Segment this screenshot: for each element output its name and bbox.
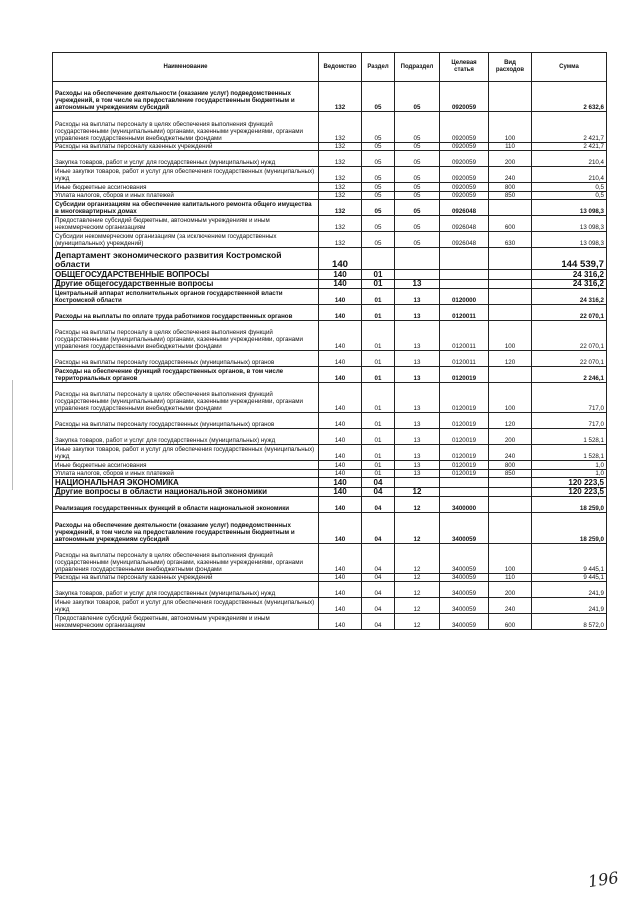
cell-name: Предоставление субсидий бюджетным, автономным учреждениям и иным некоммерческим организациям [53, 216, 319, 232]
cell-name: Центральный аппарат исполнительных органов государственной власти Костромской области [53, 289, 319, 305]
cell-podrazdel: 05 [395, 232, 440, 248]
cell-vid: 600 [489, 216, 532, 232]
cell-statya: 0920059 [440, 82, 489, 112]
table-row [53, 270, 607, 280]
cell-podrazdel: 13 [395, 460, 440, 469]
cell-name: Расходы на выплаты персоналу в целях обеспечения выполнения функций государственными (муниципальными) органами, казенными учреждениями, органами управления государственными внебюджетными фондами [53, 320, 319, 350]
cell-razdel: 01 [362, 469, 395, 478]
cell-vedomstvo: 132 [319, 151, 362, 167]
cell-vid: 100 [489, 112, 532, 142]
table-row [53, 151, 607, 167]
cell-vedomstvo: 140 [319, 320, 362, 350]
cell-vedomstvo: 140 [319, 270, 362, 280]
cell-vedomstvo: 132 [319, 200, 362, 216]
cell-summa: 144 539,7 [532, 248, 607, 270]
cell-name: Субсидии организациям на обеспечение капитального ремонта общего имущества в многоквартирных домах [53, 200, 319, 216]
cell-statya: 0926048 [440, 216, 489, 232]
cell-razdel: 01 [362, 320, 395, 350]
cell-podrazdel: 12 [395, 573, 440, 582]
cell-statya: 3400059 [440, 598, 489, 614]
cell-podrazdel: 12 [395, 513, 440, 543]
cell-razdel: 01 [362, 367, 395, 383]
cell-vedomstvo: 140 [319, 382, 362, 412]
cell-name: Расходы на обеспечение деятельности (оказание услуг) подведомственных учреждений, в том числе на предоставление государственным бюджетным и автономным учреждениям субсидий [53, 82, 319, 112]
cell-razdel: 05 [362, 216, 395, 232]
cell-statya: 3400059 [440, 543, 489, 573]
cell-razdel: 05 [362, 232, 395, 248]
cell-podrazdel [395, 248, 440, 270]
cell-razdel: 01 [362, 289, 395, 305]
table-row [53, 460, 607, 469]
cell-podrazdel: 13 [395, 305, 440, 321]
cell-name: Расходы на выплаты персоналу казенных учреждений [53, 142, 319, 151]
cell-statya: 0120000 [440, 289, 489, 305]
cell-vid: 200 [489, 429, 532, 445]
cell-summa: 120 223,5 [532, 478, 607, 488]
cell-razdel: 04 [362, 478, 395, 488]
cell-podrazdel: 13 [395, 279, 440, 289]
cell-vid [489, 289, 532, 305]
table-row [53, 445, 607, 461]
cell-vedomstvo: 132 [319, 232, 362, 248]
cell-podrazdel: 13 [395, 429, 440, 445]
cell-summa: 2 246,1 [532, 367, 607, 383]
cell-podrazdel: 13 [395, 367, 440, 383]
table-row [53, 200, 607, 216]
cell-name: Расходы на выплаты персоналу в целях обеспечения выполнения функций государственными (муниципальными) органами, казенными учреждениями, органами управления государственными внебюджетными фондами [53, 543, 319, 573]
cell-vedomstvo: 140 [319, 279, 362, 289]
cell-razdel: 04 [362, 497, 395, 513]
cell-statya: 0120019 [440, 445, 489, 461]
cell-podrazdel [395, 478, 440, 488]
header-vid: Вид расходов [489, 53, 532, 82]
cell-statya [440, 487, 489, 497]
cell-name: Закупка товаров, работ и услуг для государственных (муниципальных) нужд [53, 582, 319, 598]
cell-name: Иные бюджетные ассигнования [53, 183, 319, 192]
table-row [53, 598, 607, 614]
cell-podrazdel: 05 [395, 183, 440, 192]
cell-vedomstvo: 132 [319, 183, 362, 192]
cell-razdel: 01 [362, 413, 395, 429]
cell-summa: 9 445,1 [532, 543, 607, 573]
cell-vedomstvo: 132 [319, 191, 362, 200]
cell-razdel: 05 [362, 151, 395, 167]
cell-name: Департамент экономического развития Костромской области [53, 248, 319, 270]
cell-razdel: 01 [362, 460, 395, 469]
cell-vid: 800 [489, 183, 532, 192]
cell-statya: 3400000 [440, 497, 489, 513]
cell-vedomstvo: 132 [319, 216, 362, 232]
cell-vedomstvo: 132 [319, 167, 362, 183]
handwritten-page-number: 196 [586, 867, 620, 892]
cell-summa: 1 528,1 [532, 429, 607, 445]
cell-razdel: 05 [362, 200, 395, 216]
cell-statya: 3400059 [440, 582, 489, 598]
cell-statya: 0120019 [440, 367, 489, 383]
cell-vedomstvo: 140 [319, 289, 362, 305]
table-row [53, 305, 607, 321]
cell-name: НАЦИОНАЛЬНАЯ ЭКОНОМИКА [53, 478, 319, 488]
cell-name: Расходы на выплаты персоналу государственных (муниципальных) органов [53, 351, 319, 367]
cell-razdel: 05 [362, 82, 395, 112]
table-row [53, 382, 607, 412]
cell-podrazdel: 05 [395, 151, 440, 167]
cell-summa: 2 632,6 [532, 82, 607, 112]
cell-vid [489, 248, 532, 270]
table-row [53, 487, 607, 497]
table-row [53, 112, 607, 142]
cell-summa: 13 098,3 [532, 232, 607, 248]
cell-vid [489, 367, 532, 383]
cell-vedomstvo: 140 [319, 469, 362, 478]
cell-podrazdel [395, 270, 440, 280]
cell-razdel: 01 [362, 279, 395, 289]
cell-statya: 0120011 [440, 305, 489, 321]
cell-statya: 0120011 [440, 320, 489, 350]
cell-statya: 0926048 [440, 232, 489, 248]
cell-vid: 120 [489, 351, 532, 367]
table-row [53, 216, 607, 232]
cell-name: Расходы на выплаты персоналу казенных учреждений [53, 573, 319, 582]
cell-vedomstvo: 140 [319, 248, 362, 270]
cell-name: Иные закупки товаров, работ и услуг для обеспечения государственных (муниципальных) нужд [53, 598, 319, 614]
cell-summa: 22 070,1 [532, 320, 607, 350]
cell-razdel: 05 [362, 183, 395, 192]
cell-statya [440, 248, 489, 270]
cell-summa: 210,4 [532, 151, 607, 167]
cell-podrazdel: 13 [395, 413, 440, 429]
cell-name: Иные закупки товаров, работ и услуг для обеспечения государственных (муниципальных) нужд [53, 445, 319, 461]
cell-name: Другие общегосударственные вопросы [53, 279, 319, 289]
cell-vedomstvo: 132 [319, 142, 362, 151]
cell-name: Закупка товаров, работ и услуг для государственных (муниципальных) нужд [53, 429, 319, 445]
cell-statya: 3400059 [440, 614, 489, 630]
table-row [53, 82, 607, 112]
table-row [53, 478, 607, 488]
cell-razdel: 04 [362, 487, 395, 497]
cell-summa: 120 223,5 [532, 487, 607, 497]
cell-statya: 0920059 [440, 142, 489, 151]
cell-podrazdel: 13 [395, 382, 440, 412]
cell-razdel: 01 [362, 382, 395, 412]
cell-vid: 600 [489, 614, 532, 630]
cell-statya: 0920059 [440, 112, 489, 142]
cell-name: Расходы на выплаты персоналу государственных (муниципальных) органов [53, 413, 319, 429]
cell-statya [440, 478, 489, 488]
cell-vedomstvo: 140 [319, 445, 362, 461]
cell-summa: 241,9 [532, 582, 607, 598]
cell-vid: 850 [489, 191, 532, 200]
cell-statya: 0120019 [440, 413, 489, 429]
table-row [53, 614, 607, 630]
cell-vedomstvo: 140 [319, 487, 362, 497]
cell-podrazdel: 12 [395, 487, 440, 497]
cell-podrazdel: 13 [395, 289, 440, 305]
table-row [53, 191, 607, 200]
cell-name: Другие вопросы в области национальной экономики [53, 487, 319, 497]
table-row [53, 351, 607, 367]
table-row [53, 413, 607, 429]
table-row [53, 582, 607, 598]
cell-vid: 110 [489, 573, 532, 582]
cell-name: Уплата налогов, сборов и иных платежей [53, 469, 319, 478]
cell-summa: 18 259,0 [532, 497, 607, 513]
cell-vid: 240 [489, 598, 532, 614]
table-row [53, 248, 607, 270]
cell-summa: 24 316,2 [532, 270, 607, 280]
cell-razdel: 01 [362, 270, 395, 280]
cell-vid: 850 [489, 469, 532, 478]
cell-vedomstvo: 140 [319, 478, 362, 488]
cell-summa: 2 421,7 [532, 142, 607, 151]
cell-razdel [362, 248, 395, 270]
cell-vedomstvo: 140 [319, 367, 362, 383]
cell-vid: 800 [489, 460, 532, 469]
cell-vid [489, 279, 532, 289]
cell-summa: 717,0 [532, 382, 607, 412]
cell-statya: 0920059 [440, 183, 489, 192]
cell-vid [489, 270, 532, 280]
cell-vid [489, 513, 532, 543]
cell-vid: 200 [489, 582, 532, 598]
cell-statya: 3400059 [440, 573, 489, 582]
cell-vedomstvo: 140 [319, 460, 362, 469]
budget-table [52, 52, 607, 630]
cell-podrazdel: 13 [395, 469, 440, 478]
cell-name: Предоставление субсидий бюджетным, автономным учреждениям и иным некоммерческим организациям [53, 614, 319, 630]
cell-razdel: 04 [362, 582, 395, 598]
cell-razdel: 05 [362, 112, 395, 142]
cell-podrazdel: 12 [395, 598, 440, 614]
cell-name: Реализация государственных функций в области национальной экономики [53, 497, 319, 513]
cell-vid [489, 82, 532, 112]
cell-vid: 630 [489, 232, 532, 248]
cell-podrazdel: 05 [395, 191, 440, 200]
cell-summa: 717,0 [532, 413, 607, 429]
cell-statya: 0120019 [440, 469, 489, 478]
cell-podrazdel: 05 [395, 82, 440, 112]
cell-summa: 22 070,1 [532, 305, 607, 321]
cell-summa: 210,4 [532, 167, 607, 183]
table-row [53, 167, 607, 183]
cell-podrazdel: 05 [395, 112, 440, 142]
cell-name: Субсидии некоммерческим организациям (за исключением государственных (муниципальных) учреждений) [53, 232, 319, 248]
cell-razdel: 04 [362, 573, 395, 582]
cell-podrazdel: 12 [395, 497, 440, 513]
table-row [53, 367, 607, 383]
cell-summa: 22 070,1 [532, 351, 607, 367]
cell-vedomstvo: 140 [319, 614, 362, 630]
cell-podrazdel: 12 [395, 543, 440, 573]
cell-statya: 0120011 [440, 351, 489, 367]
header-summa: Сумма [532, 53, 607, 82]
cell-vedomstvo: 132 [319, 82, 362, 112]
cell-summa: 0,5 [532, 183, 607, 192]
cell-podrazdel: 13 [395, 351, 440, 367]
cell-razdel: 04 [362, 513, 395, 543]
cell-vedomstvo: 140 [319, 513, 362, 543]
budget-table-sheet [52, 52, 606, 630]
cell-vedomstvo: 140 [319, 429, 362, 445]
cell-razdel: 04 [362, 598, 395, 614]
cell-vedomstvo: 140 [319, 582, 362, 598]
cell-podrazdel: 05 [395, 216, 440, 232]
table-row [53, 543, 607, 573]
cell-podrazdel: 05 [395, 142, 440, 151]
table-row [53, 429, 607, 445]
cell-statya: 0920059 [440, 151, 489, 167]
cell-vedomstvo: 140 [319, 543, 362, 573]
cell-vid: 240 [489, 445, 532, 461]
cell-statya: 0920059 [440, 167, 489, 183]
cell-statya [440, 279, 489, 289]
cell-name: Уплата налогов, сборов и иных платежей [53, 191, 319, 200]
cell-podrazdel: 05 [395, 167, 440, 183]
header-razdel: Раздел [362, 53, 395, 82]
cell-name: Расходы на выплаты персоналу в целях обеспечения выполнения функций государственными (муниципальными) органами, казенными учреждениями, органами управления государственными внебюджетными фондами [53, 382, 319, 412]
cell-summa: 1,0 [532, 469, 607, 478]
cell-name: Расходы на выплаты по оплате труда работников государственных органов [53, 305, 319, 321]
header-vedomstvo: Ведомство [319, 53, 362, 82]
cell-statya: 0120019 [440, 382, 489, 412]
header-name: Наименование [53, 53, 319, 82]
cell-name: Расходы на выплаты персоналу в целях обеспечения выполнения функций государственными (муниципальными) органами, казенными учреждениями, органами управления государственными внебюджетными фондами [53, 112, 319, 142]
cell-name: Расходы на обеспечение деятельности (оказание услуг) подведомственных учреждений, в том числе на предоставление государственным бюджетным и автономным учреждениям субсидий [53, 513, 319, 543]
cell-vid: 110 [489, 142, 532, 151]
cell-summa: 8 572,0 [532, 614, 607, 630]
cell-summa: 0,5 [532, 191, 607, 200]
cell-vid [489, 478, 532, 488]
cell-vid [489, 497, 532, 513]
cell-vedomstvo: 140 [319, 351, 362, 367]
cell-statya: 0926048 [440, 200, 489, 216]
header-podrazdel: Подраздел [395, 53, 440, 82]
table-row [53, 232, 607, 248]
cell-razdel: 04 [362, 543, 395, 573]
cell-razdel: 01 [362, 305, 395, 321]
cell-summa: 2 421,7 [532, 112, 607, 142]
table-row [53, 573, 607, 582]
cell-podrazdel: 12 [395, 614, 440, 630]
cell-vid: 200 [489, 151, 532, 167]
cell-podrazdel: 13 [395, 320, 440, 350]
cell-name: Расходы на обеспечение функций государственных органов, в том числе территориальных органов [53, 367, 319, 383]
cell-statya [440, 270, 489, 280]
cell-razdel: 01 [362, 445, 395, 461]
cell-vedomstvo: 140 [319, 305, 362, 321]
cell-vid: 240 [489, 167, 532, 183]
cell-razdel: 04 [362, 614, 395, 630]
cell-statya: 0120019 [440, 460, 489, 469]
table-row [53, 289, 607, 305]
table-row [53, 469, 607, 478]
cell-summa: 24 316,2 [532, 279, 607, 289]
cell-vedomstvo: 132 [319, 112, 362, 142]
cell-vedomstvo: 140 [319, 413, 362, 429]
table-body [53, 82, 607, 630]
table-row [53, 183, 607, 192]
cell-razdel: 05 [362, 167, 395, 183]
cell-vid: 100 [489, 320, 532, 350]
cell-summa: 9 445,1 [532, 573, 607, 582]
cell-vid: 100 [489, 382, 532, 412]
cell-summa: 24 316,2 [532, 289, 607, 305]
header-statya: Целевая статья [440, 53, 489, 82]
table-header-row [53, 53, 607, 82]
cell-summa: 18 259,0 [532, 513, 607, 543]
scan-artifact-line [12, 380, 13, 490]
cell-statya: 0920059 [440, 191, 489, 200]
cell-vid [489, 200, 532, 216]
cell-name: ОБЩЕГОСУДАРСТВЕННЫЕ ВОПРОСЫ [53, 270, 319, 280]
cell-summa: 13 098,3 [532, 200, 607, 216]
cell-vid: 120 [489, 413, 532, 429]
cell-razdel: 01 [362, 351, 395, 367]
cell-podrazdel: 12 [395, 582, 440, 598]
table-row [53, 320, 607, 350]
cell-statya: 0120019 [440, 429, 489, 445]
cell-podrazdel: 13 [395, 445, 440, 461]
cell-podrazdel: 05 [395, 200, 440, 216]
cell-name: Иные бюджетные ассигнования [53, 460, 319, 469]
table-row [53, 279, 607, 289]
cell-razdel: 05 [362, 142, 395, 151]
cell-summa: 13 098,3 [532, 216, 607, 232]
cell-summa: 1 528,1 [532, 445, 607, 461]
table-row [53, 513, 607, 543]
cell-vid: 100 [489, 543, 532, 573]
cell-vedomstvo: 140 [319, 573, 362, 582]
cell-name: Закупка товаров, работ и услуг для государственных (муниципальных) нужд [53, 151, 319, 167]
cell-summa: 1,0 [532, 460, 607, 469]
cell-summa: 241,9 [532, 598, 607, 614]
table-row [53, 142, 607, 151]
cell-razdel: 05 [362, 191, 395, 200]
table-row [53, 497, 607, 513]
cell-statya: 3400059 [440, 513, 489, 543]
cell-name: Иные закупки товаров, работ и услуг для обеспечения государственных (муниципальных) нужд [53, 167, 319, 183]
cell-vid [489, 305, 532, 321]
cell-vid [489, 487, 532, 497]
cell-vedomstvo: 140 [319, 497, 362, 513]
cell-vedomstvo: 140 [319, 598, 362, 614]
cell-razdel: 01 [362, 429, 395, 445]
